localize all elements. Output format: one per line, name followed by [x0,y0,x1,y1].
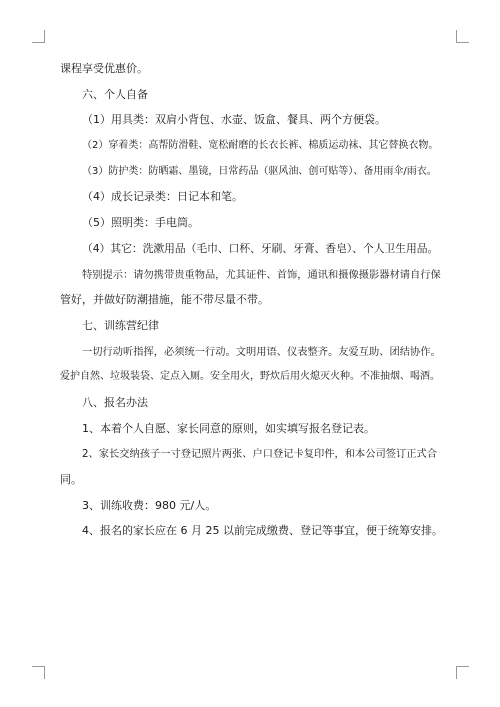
list-item: （1）用具类：双肩小背包、水壶、饭盒、餐具、两个方便袋。 [82,113,386,127]
text-line: 课程享受优惠价。 [60,62,148,75]
crop-mark-top-left [32,30,45,43]
list-item: 3、训练收费：980 元/人。 [82,498,217,512]
list-item: 1、本着个人自愿、家长同意的原则，如实填写报名登记表。 [82,421,375,435]
list-item: （5）照明类：手电筒。 [82,216,199,230]
crop-mark-top-right [456,30,469,43]
list-item: 2、家长交纳孩子一寸登记照片两张、户口登记卡复印件，和本公司签订正式合 [82,448,438,461]
text-line: 同。 [60,473,82,486]
crop-mark-bottom-right [456,666,469,679]
text-line: 爱护自然、垃圾装袋、定点入厕。安全用火，野炊后用火熄灭火种。不准抽烟、喝酒。 [60,371,440,383]
section-heading-registration: 八、报名办法 [82,395,148,409]
document-body [60,62,444,550]
text-line: 管好，并做好防潮措施，能不带尽量不带。 [60,293,269,307]
special-notice: 特别提示：请勿携带贵重物品，尤其证件、首饰，通讯和摄像摄影器材请自行保 [82,268,441,281]
list-item: （4）其它：洗漱用品（毛巾、口杯、牙刷、牙膏、香皂）、个人卫生用品。 [82,241,439,255]
section-heading-personal-items: 六、个人自备 [82,87,148,101]
section-heading-discipline: 七、训练营纪律 [82,318,159,332]
list-item: 4、报名的家长应在 6 月 25 以前完成缴费、登记等事宜，便于统筹安排。 [82,524,443,538]
list-item: （3）防护类：防晒霜、墨镜，日常药品（驱风油、创可贴等）、备用雨伞/雨衣。 [82,165,437,177]
list-item: （4）成长记录类：日记本和笔。 [82,190,243,204]
crop-mark-bottom-left [32,666,45,679]
list-item: （2）穿着类：高帮防滑鞋、宽松耐磨的长衣长裤、棉质运动袜、其它替换衣物。 [82,140,439,152]
text-line: 一切行动听指挥，必须统一行动。文明用语、仪表整齐。友爱互助、团结协作。 [82,345,441,358]
